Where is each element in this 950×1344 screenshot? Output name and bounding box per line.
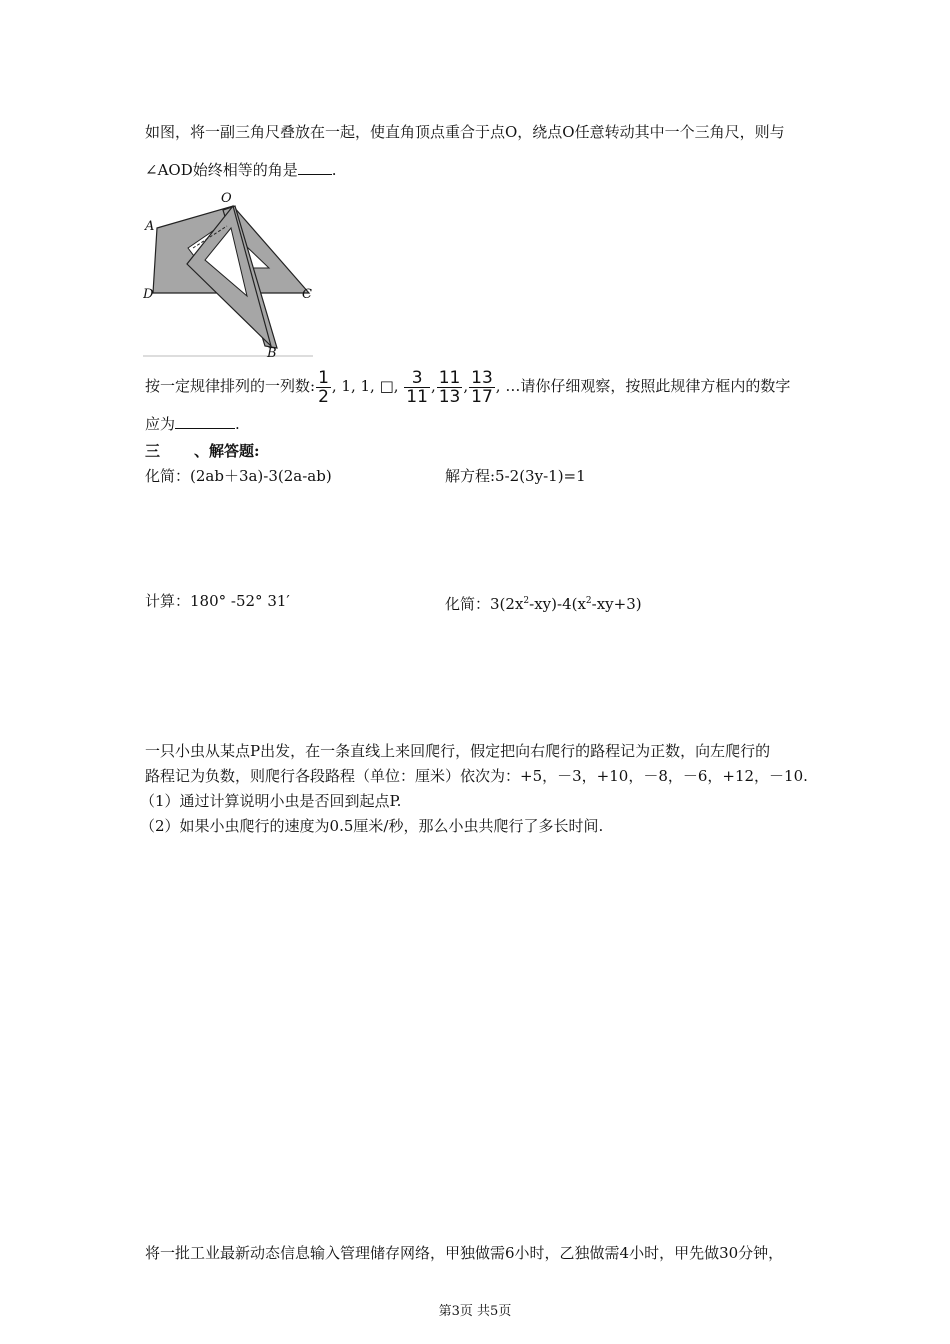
q1-line1: 如图，将一副三角尺叠放在一起，使直角顶点重合于点O，绕点O任意转动其中一个三角尺，则与 [145, 123, 785, 141]
page-footer: 第3页 共5页 [438, 1304, 512, 1319]
frac2-den: 11 [406, 386, 428, 407]
label-c: C [302, 287, 312, 302]
problem-equation: 解方程:5-2(3y-1)=1 [445, 467, 586, 485]
problem-calculate: 计算：180° -52° 31′ [145, 592, 290, 610]
q2-line2-end: . [235, 415, 240, 433]
section-number: 三 [145, 442, 161, 460]
q2-text-prefix: 按一定规律排列的一列数: [145, 377, 316, 395]
p4-sup2: 2 [585, 596, 592, 606]
frac4-den: 17 [471, 386, 493, 407]
q1-line2-end: . [331, 161, 337, 179]
fraction-3-11 [404, 369, 430, 406]
fraction-11-13 [437, 369, 463, 406]
problem-simplify-2 [445, 591, 642, 614]
frac3-num: 11 [438, 367, 461, 388]
q2-line2-text: 应为 [145, 415, 176, 433]
q1-line2-text: ∠AOD始终相等的角是 [145, 161, 298, 179]
fraction-13-17 [469, 369, 495, 406]
triangle-figure [143, 188, 315, 360]
last-line: 将一批工业最新动态信息输入管理储存网络，甲独做需6小时，乙独做需4小时，甲先做30分钟， [145, 1244, 784, 1262]
frac1-den: 2 [318, 386, 329, 407]
bug-subq1: （1）通过计算说明小虫是否回到起点P. [140, 792, 402, 810]
fraction-1-2 [316, 369, 331, 406]
label-o: O [221, 191, 232, 206]
frac3-den: 13 [438, 386, 461, 407]
q1-line2 [145, 160, 337, 180]
answer-blank [298, 160, 332, 175]
p4-mid: -xy)-4(x [529, 595, 586, 613]
label-a: A [145, 219, 155, 234]
label-d: D [143, 287, 154, 302]
q2-text-suffix: , …请你仔细观察，按照此规律方框内的数字 [495, 377, 791, 395]
triangle-rulers-diagram [143, 188, 315, 360]
answer-blank-2 [175, 414, 235, 429]
problem-simplify-1: 化简：(2ab＋3a)-3(2a-ab) [145, 467, 332, 485]
label-b: B [267, 346, 277, 360]
frac4-num: 13 [471, 367, 493, 388]
q2-seq-middle: , 1, 1, □, [331, 377, 404, 395]
section-heading [145, 441, 260, 461]
section-title: 、解答题: [194, 442, 260, 460]
frac2-num: 3 [411, 367, 423, 388]
q2-line1: 按一定规律排列的一列数: $\frac{1}{2}$ , 1, 1, □, $\frac{3}{11}$ , $\frac{11}{13}$ , $\frac{13}{17}$ , …请你仔细观察，按照此规律方框内的数字 [145, 367, 791, 407]
bug-subq2: （2）如果小虫爬行的速度为0.5厘米/秒，那么小虫共爬行了多长时间. [140, 817, 604, 835]
p4-prefix: 化简：3(2x [445, 595, 524, 613]
bug-line1: 一只小虫从某点P出发，在一条直线上来回爬行，假定把向右爬行的路程记为正数，向左爬行的 [145, 742, 771, 760]
q2-line2 [145, 414, 240, 434]
frac1-num: 1 [318, 367, 329, 388]
bug-line2: 路程记为负数，则爬行各段路程（单位：厘米）依次为：+5，－3，+10，－8，－6，+12，－10. [145, 767, 808, 785]
p4-suffix: -xy+3) [591, 595, 642, 613]
p4-sup1: 2 [523, 596, 530, 606]
